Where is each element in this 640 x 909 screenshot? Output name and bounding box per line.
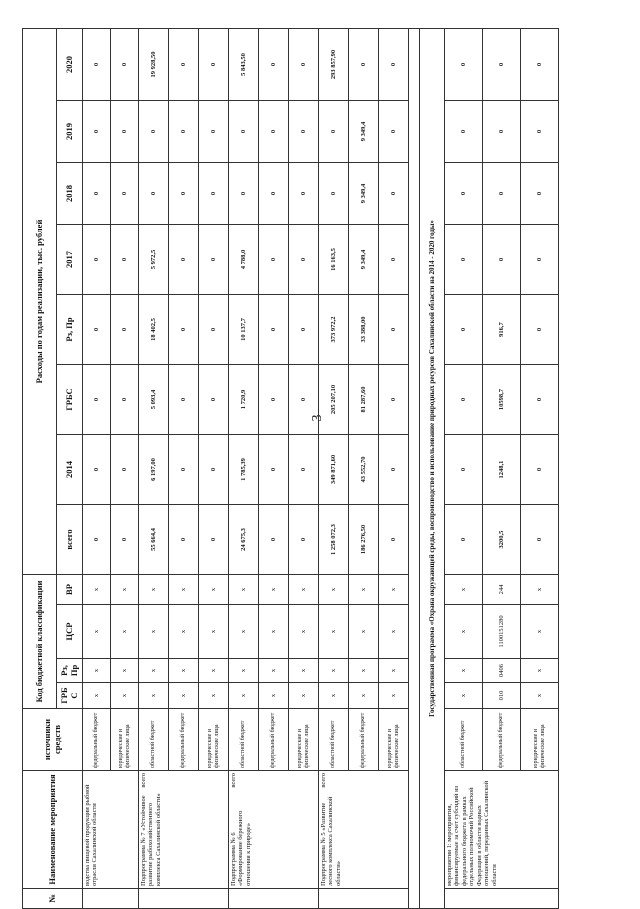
total-label: всего	[140, 773, 147, 788]
source-cell: областной бюджет	[445, 709, 483, 771]
header-source: источники средств	[23, 709, 83, 771]
value-cell: 0	[139, 163, 169, 225]
kbk-cell: 244	[483, 575, 521, 605]
value-cell: 1 720,9	[229, 365, 259, 435]
header-year-col: 2014	[57, 435, 83, 505]
value-cell: 0	[111, 435, 139, 505]
value-cell: 349 871,60	[319, 435, 349, 505]
value-cell: 0	[169, 295, 199, 365]
program-title-row	[420, 28, 445, 908]
source-cell: юридические и физические лица	[289, 709, 319, 771]
value-cell: 0	[111, 365, 139, 435]
kbk-cell: х	[83, 605, 111, 659]
kbk-cell: 010	[483, 683, 521, 709]
value-cell: 0	[259, 295, 289, 365]
kbk-cell: х	[521, 659, 559, 683]
value-cell: 0	[83, 365, 111, 435]
value-cell: 0	[199, 365, 229, 435]
table-row	[139, 28, 169, 908]
measure-name-box	[140, 773, 162, 886]
value-cell: 0	[445, 435, 483, 505]
kbk-cell: х	[289, 659, 319, 683]
measure-name-cell	[445, 771, 559, 889]
value-cell: 0	[111, 225, 139, 295]
value-cell: 0	[379, 435, 409, 505]
value-cell: 0	[289, 435, 319, 505]
table-row	[445, 28, 483, 908]
value-cell: 0	[521, 225, 559, 295]
value-cell: 205 207,10	[319, 365, 349, 435]
source-cell: юридические и физические лица	[521, 709, 559, 771]
kbk-cell: х	[169, 575, 199, 605]
spacer-cell	[409, 28, 420, 908]
kbk-cell: х	[319, 659, 349, 683]
value-cell: 0	[379, 365, 409, 435]
value-cell: 0	[199, 295, 229, 365]
measure-name-cell	[83, 771, 139, 889]
measure-name-box	[446, 773, 498, 886]
table-body	[83, 28, 559, 908]
value-cell: 0	[445, 295, 483, 365]
value-cell: 0	[111, 101, 139, 163]
source-cell: юридические и физические лица	[199, 709, 229, 771]
header-year-col: ГРБС	[57, 365, 83, 435]
kbk-cell: х	[199, 605, 229, 659]
value-cell: 0	[445, 101, 483, 163]
value-cell: 10 137,7	[229, 295, 259, 365]
value-cell: 0	[259, 163, 289, 225]
row-number-cell	[319, 889, 409, 909]
value-cell: 0	[445, 365, 483, 435]
value-cell: 0	[83, 101, 111, 163]
table-row	[83, 28, 111, 908]
kbk-cell: х	[229, 605, 259, 659]
row-number-cell	[139, 889, 229, 909]
value-cell: 0	[289, 101, 319, 163]
value-cell: 1 258 072,3	[319, 505, 349, 575]
kbk-cell: х	[229, 575, 259, 605]
kbk-cell: х	[199, 575, 229, 605]
kbk-cell: х	[169, 683, 199, 709]
value-cell: 0	[83, 295, 111, 365]
kbk-cell: х	[111, 659, 139, 683]
value-cell: 0	[289, 163, 319, 225]
value-cell: 0	[229, 163, 259, 225]
header-kbk-col: Рз, Пр	[57, 659, 83, 683]
source-cell: федеральный бюджет	[349, 709, 379, 771]
row-number-cell	[83, 889, 139, 909]
kbk-cell: х	[319, 605, 349, 659]
header-expenses: Расходы по годам реализации, тыс. рублей	[23, 28, 57, 574]
value-cell: 0	[521, 435, 559, 505]
value-cell: 0	[83, 435, 111, 505]
header-kbk: Код бюджетной классификации	[23, 575, 57, 709]
row-number-cell	[229, 889, 319, 909]
value-cell: 0	[139, 101, 169, 163]
value-cell: 0	[259, 365, 289, 435]
value-cell: 18 402,5	[139, 295, 169, 365]
kbk-cell: х	[521, 605, 559, 659]
value-cell: 5 093,4	[139, 365, 169, 435]
value-cell: 0	[483, 101, 521, 163]
measure-name-cell	[139, 771, 229, 889]
measure-name-box	[320, 773, 342, 886]
value-cell: 0	[379, 505, 409, 575]
kbk-cell: х	[349, 683, 379, 709]
header-num: №	[23, 889, 83, 909]
kbk-cell: х	[229, 659, 259, 683]
kbk-cell: х	[319, 575, 349, 605]
source-cell: юридические и физические лица	[379, 709, 409, 771]
kbk-cell: х	[259, 683, 289, 709]
value-cell: 0	[483, 28, 521, 100]
kbk-cell: х	[521, 575, 559, 605]
kbk-cell: х	[139, 659, 169, 683]
header-kbk-col: ЦСР	[57, 605, 83, 659]
value-cell: 0	[289, 295, 319, 365]
value-cell: 0	[289, 28, 319, 100]
header-year-col: 2017	[57, 225, 83, 295]
value-cell: 43 552,70	[349, 435, 379, 505]
kbk-cell: х	[289, 605, 319, 659]
value-cell: 0	[379, 225, 409, 295]
kbk-cell: 1100151280	[483, 605, 521, 659]
header-name: Наименование мероприятия	[23, 771, 83, 889]
value-cell: 0	[259, 225, 289, 295]
kbk-cell: х	[229, 683, 259, 709]
rotated-table-wrapper	[22, 29, 618, 909]
kbk-cell: х	[379, 605, 409, 659]
value-cell: 0	[521, 101, 559, 163]
measure-name-box	[84, 773, 99, 886]
kbk-cell: х	[289, 575, 319, 605]
header-year-col: Рз, Пр	[57, 295, 83, 365]
kbk-cell: х	[319, 683, 349, 709]
value-cell: 0	[445, 28, 483, 100]
source-cell: областной бюджет	[229, 709, 259, 771]
table-row	[229, 28, 259, 908]
value-cell: 0	[259, 435, 289, 505]
value-cell: 55 664,4	[139, 505, 169, 575]
value-cell: 0	[521, 505, 559, 575]
value-cell: 0	[169, 101, 199, 163]
value-cell: 9 349,4	[349, 225, 379, 295]
value-cell: 0	[111, 295, 139, 365]
value-cell: 0	[259, 101, 289, 163]
kbk-cell: х	[169, 605, 199, 659]
value-cell: 0	[169, 225, 199, 295]
source-cell: федеральный бюджет	[259, 709, 289, 771]
source-cell: областной бюджет	[139, 709, 169, 771]
kbk-cell: х	[349, 659, 379, 683]
value-cell: 0	[169, 365, 199, 435]
kbk-cell: х	[289, 683, 319, 709]
value-cell: 0	[483, 163, 521, 225]
value-cell: 0	[319, 101, 349, 163]
value-cell: 0	[169, 505, 199, 575]
value-cell: 19 928,50	[139, 28, 169, 100]
value-cell: 0	[199, 505, 229, 575]
value-cell: 0	[521, 365, 559, 435]
header-year-col: 2020	[57, 28, 83, 100]
kbk-cell: 0406	[483, 659, 521, 683]
header-year-col: 2019	[57, 101, 83, 163]
value-cell: 9 349,4	[349, 101, 379, 163]
value-cell: 0	[289, 505, 319, 575]
value-cell: 24 675,3	[229, 505, 259, 575]
measure-name: мероприятия 1: мероприятия, финансируемые за счет субсидий из федерального бюджета в рамках отдельных полномочий Российской Федерации в области водных отношений, переданных Сахалинской области	[446, 780, 498, 886]
source-cell: федеральный бюджет	[169, 709, 199, 771]
header-kbk-col: ВР	[57, 575, 83, 605]
value-cell: 0	[379, 28, 409, 100]
program-title-cell: Государственная программа «Охрана окружающей среды, воспроизводство и использование природных ресурсов Сахалинской области на 2014 - 2020 годы»	[420, 28, 445, 908]
row-number-cell	[445, 889, 559, 909]
source-cell: юридические и физические лица	[111, 709, 139, 771]
value-cell: 3200,5	[483, 505, 521, 575]
measure-name: Подпрограмма № 6 «Формирование бережного отношения к природе»	[230, 810, 252, 886]
value-cell: 5 843,50	[229, 28, 259, 100]
value-cell: 0	[83, 28, 111, 100]
table-row	[319, 28, 349, 908]
value-cell: 0	[83, 505, 111, 575]
kbk-cell: х	[83, 683, 111, 709]
value-cell: 0	[111, 28, 139, 100]
source-cell: федеральный бюджет	[483, 709, 521, 771]
measure-name: Подпрограмма № 7 «Устойчивое развитие рыбохозяйственного комплекса Сахалинской области»	[140, 793, 162, 886]
kbk-cell: х	[83, 659, 111, 683]
value-cell: 0	[229, 101, 259, 163]
kbk-cell: х	[199, 683, 229, 709]
value-cell: 0	[445, 163, 483, 225]
header-year-col: 2018	[57, 163, 83, 225]
kbk-cell: х	[139, 683, 169, 709]
kbk-cell: х	[445, 605, 483, 659]
value-cell: 0	[289, 225, 319, 295]
value-cell: 0	[483, 225, 521, 295]
header-row-1	[23, 28, 57, 908]
value-cell: 0	[445, 505, 483, 575]
total-label: всего	[230, 773, 237, 788]
value-cell: 5 972,5	[139, 225, 169, 295]
kbk-cell: х	[379, 659, 409, 683]
page-number: 3	[310, 414, 325, 422]
kbk-cell: х	[521, 683, 559, 709]
kbk-cell: х	[259, 605, 289, 659]
value-cell: 16 163,5	[319, 225, 349, 295]
value-cell: 0	[169, 28, 199, 100]
value-cell: 0	[169, 163, 199, 225]
value-cell: 1 785,39	[229, 435, 259, 505]
kbk-cell: х	[445, 683, 483, 709]
value-cell: 0	[319, 163, 349, 225]
header-kbk-col: ГРБС	[57, 683, 83, 709]
value-cell: 9 349,4	[349, 163, 379, 225]
value-cell: 0	[111, 505, 139, 575]
value-cell: 0	[169, 435, 199, 505]
kbk-cell: х	[139, 605, 169, 659]
measure-name-box	[230, 773, 252, 886]
total-label: всего	[320, 773, 327, 788]
value-cell: 0	[521, 295, 559, 365]
header-year-col: всего	[57, 505, 83, 575]
value-cell: 0	[199, 225, 229, 295]
measure-name: Подпрограмма № 5 «Развитие лесного комплекса Сахалинской области»	[320, 796, 342, 886]
value-cell: 0	[445, 225, 483, 295]
value-cell: 293 857,90	[319, 28, 349, 100]
value-cell: 0	[379, 101, 409, 163]
value-cell: 4 788,0	[229, 225, 259, 295]
kbk-cell: х	[379, 575, 409, 605]
value-cell: 0	[521, 28, 559, 100]
kbk-cell: х	[169, 659, 199, 683]
source-cell: областной бюджет	[319, 709, 349, 771]
kbk-cell: х	[111, 683, 139, 709]
measure-name-cell	[229, 771, 319, 889]
value-cell: 0	[199, 101, 229, 163]
measure-name-cell	[319, 771, 409, 889]
spacer-row	[409, 28, 420, 908]
value-cell: 186 276,50	[349, 505, 379, 575]
value-cell: 0	[379, 295, 409, 365]
kbk-cell: х	[379, 683, 409, 709]
kbk-cell: х	[445, 575, 483, 605]
value-cell: 0	[199, 435, 229, 505]
value-cell: 10598,7	[483, 365, 521, 435]
value-cell: 0	[379, 163, 409, 225]
value-cell: 0	[259, 28, 289, 100]
value-cell: 0	[199, 163, 229, 225]
value-cell: 0	[199, 28, 229, 100]
value-cell: 1248,1	[483, 435, 521, 505]
value-cell: 916,7	[483, 295, 521, 365]
kbk-cell: х	[139, 575, 169, 605]
value-cell: 0	[83, 225, 111, 295]
kbk-cell: х	[111, 575, 139, 605]
value-cell: 0	[259, 505, 289, 575]
kbk-cell: х	[349, 605, 379, 659]
value-cell: 0	[349, 28, 379, 100]
value-cell: 81 287,60	[349, 365, 379, 435]
kbk-cell: х	[445, 659, 483, 683]
value-cell: 33 388,00	[349, 295, 379, 365]
value-cell: 6 197,00	[139, 435, 169, 505]
value-cell: 373 972,2	[319, 295, 349, 365]
kbk-cell: х	[111, 605, 139, 659]
source-cell: федеральный бюджет	[83, 709, 111, 771]
value-cell: 0	[83, 163, 111, 225]
measure-name: водства пищевой продукции рыбной отрасли Сахалинской области	[84, 784, 99, 886]
kbk-cell: х	[259, 659, 289, 683]
budget-table	[22, 28, 559, 909]
kbk-cell: х	[199, 659, 229, 683]
kbk-cell: х	[259, 575, 289, 605]
kbk-cell: х	[83, 575, 111, 605]
value-cell: 0	[111, 163, 139, 225]
table-container	[22, 29, 618, 909]
value-cell: 0	[289, 365, 319, 435]
kbk-cell: х	[349, 575, 379, 605]
value-cell: 0	[521, 163, 559, 225]
